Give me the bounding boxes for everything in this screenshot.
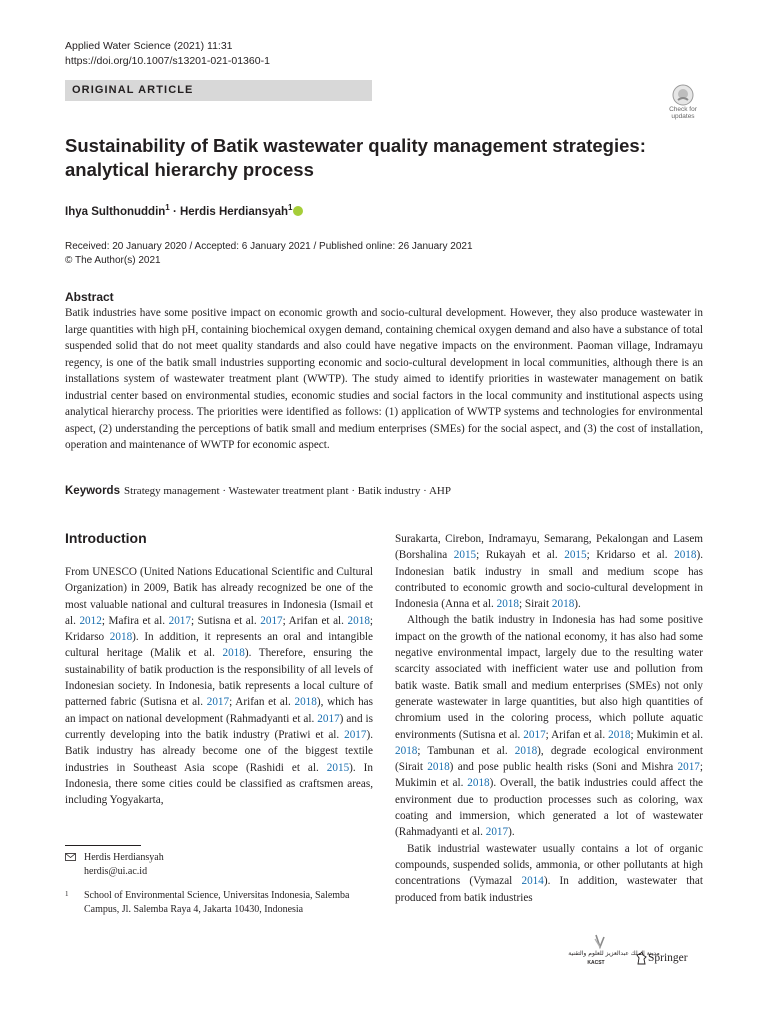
abstract-section [65, 290, 703, 454]
author-name[interactable]: Ihya Sulthonuddin [65, 205, 166, 218]
springer-logo[interactable]: Springer [648, 952, 688, 964]
footnote-divider [65, 845, 141, 846]
affiliation-footnote [65, 889, 354, 917]
kacst-arabic-text: مدينة الملك عبدالعزيز للعلوم والتقنية [568, 950, 660, 957]
author-list [65, 203, 303, 218]
author-separator: · [169, 205, 180, 218]
springer-horse-icon [636, 952, 647, 965]
kacst-logo [568, 933, 660, 972]
body-paragraph: From UNESCO (United Nations Educational Scientific and Cultural Organization) in 2009, Batik has already recognized be one of the most valuable national and cultural treasures in Indonesia (Ismail et al. 2012; Mafira et al. 2017; Sutisna et al. 2017; Arifan et al. 2018; Kridarso 2018). In addition, it represents an oral and intangible cultural heritage (Malik et al. 2018). Therefore, ensuring the sustainability of batik production is the responsibility of all levels of Indonesian society. In Indonesia, batik represents a local culture of patterned fabric (Sutisna et al. 2017; Arifan et al. 2018), which has an impact on national development (Rahmadyanti et al. 2017) and is currently developing into the batik industry (Pratiwi et al. 2017). Batik industry has already become one of the biggest textile industries in Southeast Asia scope (Rashidi et al. 2015). In Indonesia, there some cities could be classified as craftsmen areas, including Yogyakarta, [65, 566, 374, 807]
body-column-right [395, 531, 703, 906]
kacst-latin-text: KACST [587, 960, 605, 966]
orcid-icon[interactable] [293, 206, 303, 216]
contact-name: Herdis Herdiansyah [84, 852, 164, 863]
keywords-label: Keywords [65, 485, 120, 497]
article-title: Sustainability of Batik wastewater quality management strategies: analytical hierarchy process [65, 135, 646, 180]
contact-email[interactable]: herdis@ui.ac.id [84, 866, 148, 877]
body-column-left [65, 564, 373, 808]
check-for-updates-icon [672, 84, 694, 106]
abstract-heading: Abstract [65, 290, 114, 304]
check-for-updates-badge[interactable] [664, 84, 702, 124]
keywords-text: Strategy management · Wastewater treatment plant · Batik industry · AHP [123, 485, 451, 497]
affiliation-text: School of Environmental Science, Universitas Indonesia, Salemba Campus, Jl. Salemba Raya 4, Jakarta 10430, Indonesia [84, 890, 350, 915]
author-name[interactable]: Herdis Herdiansyah [179, 205, 288, 218]
check-badge-line1: Check for [669, 106, 697, 113]
doi-link[interactable]: https://doi.org/10.1007/s13201-021-01360-1 [65, 55, 270, 67]
copyright-line: © The Author(s) 2021 [65, 255, 161, 266]
journal-citation: Applied Water Science (2021) 11:31 [65, 40, 233, 52]
journal-info [65, 39, 270, 69]
article-type-banner: ORIGINAL ARTICLE [65, 80, 372, 101]
author-affil-sup: 1 [165, 203, 170, 212]
check-badge-line2: updates [671, 113, 695, 120]
affiliation-number: 1 [65, 890, 69, 898]
body-paragraph: Although the batik industry in Indonesia has had some positive impact on the growth of the national economy, it has also had some negative environmental impact, largely due to the resulting water scarcity associated with inefficient water use and pollution from batik waste. Batik small and medium enterprises (SMEs) not only generate wastewater in large quantities, but also high quantities of chromium used in the coloring process, which pollute aquatic environments (Sutisna et al. 2017; Arifan et al. 2018; Mukimin et al. 2018; Tambunan et al. 2018), degrade ecological environment (Sirait 2018) and pose public health risks (Soni and Mishra 2017; Mukimin et al. 2018). Overall, the batik industries could affect the environment due to production processes such as coloring, wax coating and immersion, which generated a lot of wastewater (Rahmadyanti et al. 2017). [395, 614, 704, 839]
publisher-logos [568, 933, 704, 969]
body-paragraph: Surakarta, Cirebon, Indramayu, Semarang, Pekalongan and Lasem (Borshalina 2015; Rukayah et al. 2015; Kridarso et al. 2018). Indonesian batik industry in small and medium scope has contributed to economic growth and socio-cultural development in Indonesia (Anna et al. 2018; Sirait 2018). [395, 533, 703, 611]
introduction-heading: Introduction [65, 530, 147, 546]
author-affil-sup: 1 [288, 203, 293, 212]
publication-history: Received: 20 January 2020 / Accepted: 6 January 2021 / Published online: 26 January 2021 [65, 241, 473, 252]
corresponding-author-footnote [65, 851, 164, 879]
body-paragraph: Batik industrial wastewater usually contains a lot of organic compounds, suspended solids, ammonia, or other pollutants at high concentrations (Vymazal 2014). In addition, wastewater that produced from batik industries [395, 842, 703, 904]
abstract-text: Batik industries have some positive impact on economic growth and socio-cultural development. However, they also produce wastewater in large quantities with high pH, containing biochemical oxygen demand, containing chemical oxygen demand and also have a substance of total suspended solid that do not meet quality standards and also could have negative impacts on the environment. Paoman village, Indramayu regency, is one of the batik small industries supporting economic and socio-cultural development in local communities, although there is an installations system of wastewater treatment plant (WWTP). The study aimed to identify priorities in wastewater management on batik industrial center based on environmental studies, economic studies and social factors in the local community and institutional aspects using analytical hierarchy process. The priorities were identified as follows: (1) application of WWTP systems and technologies for environmental aspect, (2) understanding the perceptions of batik small and medium enterprises (SMEs) for the social aspect, and (3) the cost of installation, operation and maintenance of WWTP for economic aspect. [65, 307, 703, 451]
keywords-line [65, 485, 451, 497]
article-dates [65, 240, 473, 268]
envelope-icon [65, 853, 76, 861]
